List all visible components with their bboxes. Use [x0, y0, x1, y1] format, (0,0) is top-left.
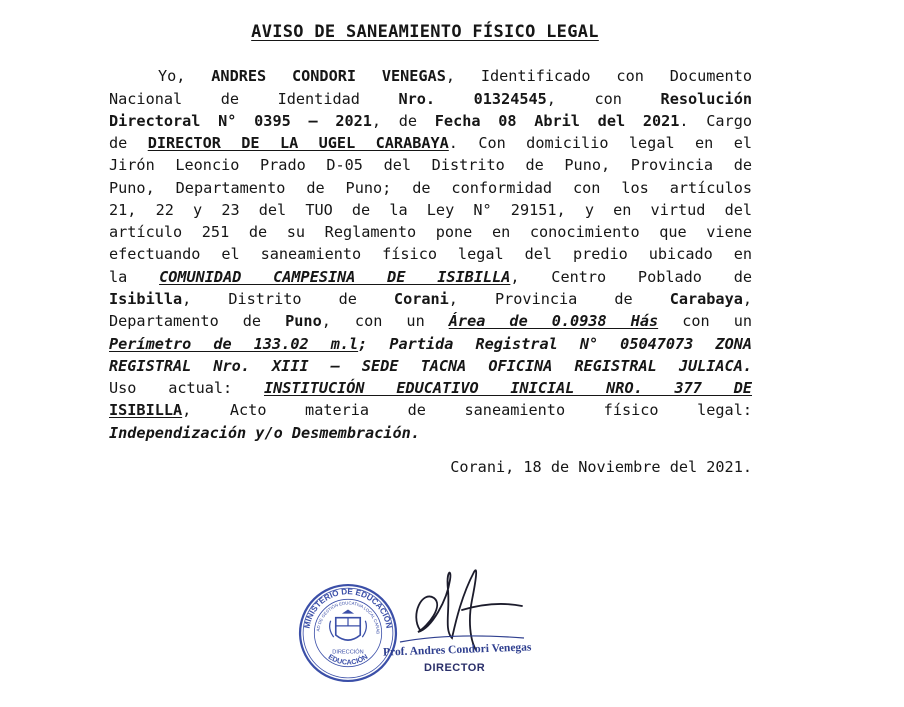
community-name: COMUNIDAD CAMPESINA DE ISIBILLA [159, 268, 511, 286]
text: , Acto materia de saneamiento físico legal: [182, 401, 752, 419]
text: . Con domicilio legal en el [448, 134, 752, 152]
resolution-date: Fecha 08 Abril del 2021 [434, 112, 680, 130]
body-line-13 [109, 333, 752, 355]
body-line-1 [158, 65, 752, 87]
district-name: Corani [393, 290, 449, 308]
text: Departamento de [109, 312, 286, 330]
stamp-text-top: MINISTERIO DE EDUCACIÓN [302, 587, 394, 630]
stamp-text-inner: AD DE GESTIÓN EDUCATIVA LOCAL CARAB [315, 600, 381, 635]
body-line-16 [109, 399, 752, 421]
stamp-text-bottom: EDUCACIÓN [326, 652, 370, 667]
declarant-name: ANDRES CONDORI VENEGAS [211, 67, 446, 85]
institution-place: ISIBILLA [109, 401, 183, 419]
body-line-11 [109, 288, 752, 310]
province-name: Carabaya [669, 290, 743, 308]
text: Yo, [158, 67, 212, 85]
text: , Identificado con Documento [445, 67, 752, 85]
text: , [742, 290, 752, 308]
coat-of-arms-icon [330, 610, 367, 641]
stamp-text-center: DIRECCIÓN [332, 649, 364, 656]
current-use: INSTITUCIÓN EDUCATIVO INICIAL NRO. 377 DE [263, 379, 752, 397]
body-line-14: REGISTRAL Nro. XIII – SEDE TACNA OFICINA REGISTRAL JULIACA. [109, 357, 752, 375]
registry-entry: ; Partida Registral N° 05047073 ZONA [358, 335, 752, 353]
area-value: Área de 0.0938 Hás [448, 312, 659, 330]
text: Nacional de Identidad [109, 90, 399, 108]
document-number: Nro. 01324545 [398, 90, 547, 108]
perimeter-value: Perímetro de 133.02 m.l [109, 335, 359, 353]
body-line-8: artículo 251 de su Reglamento pone en conocimiento que viene [109, 223, 752, 241]
body-line-17: Independización y/o Desmembración. [109, 424, 420, 442]
notice-title-text: AVISO DE SANEAMIENTO FÍSICO LEGAL [251, 22, 599, 42]
resolution-label: Resolución [660, 90, 752, 108]
text: , Provincia de [448, 290, 670, 308]
text: , Distrito de [182, 290, 394, 308]
text: la [109, 268, 160, 286]
text: con un [658, 312, 752, 330]
signatory-role: DIRECTOR [424, 662, 486, 674]
text: de [109, 134, 148, 152]
department-name: Puno [285, 312, 322, 330]
village-name: Isibilla [109, 290, 183, 308]
body-line-9: efectuando el saneamiento físico legal del predio ubicado en [109, 245, 752, 263]
place-and-date: Corani, 18 de Noviembre del 2021. [450, 458, 752, 476]
text: , con un [321, 312, 449, 330]
text: , de [371, 112, 435, 130]
body-line-6: Puno, Departamento de Puno; de conformidad con los artículos [109, 179, 752, 197]
text: Uso actual: [109, 379, 264, 397]
body-line-2 [109, 88, 752, 110]
body-line-3 [109, 110, 752, 132]
official-stamp [297, 582, 399, 684]
text: , con [546, 90, 661, 108]
text: , Centro Poblado de [510, 268, 752, 286]
body-line-15 [109, 377, 752, 399]
resolution-number: Directoral N° 0395 – 2021 [109, 112, 372, 130]
signatory-name: Prof. Andres Condori Venegas [382, 641, 532, 659]
body-line-7: 21, 22 y 23 del TUO de la Ley N° 29151, y en virtud del [109, 201, 752, 219]
body-line-12 [109, 310, 752, 332]
notice-title [0, 22, 850, 42]
body-line-10 [109, 266, 752, 288]
body-line-5: Jirón Leoncio Prado D-05 del Distrito de Puno, Provincia de [109, 156, 752, 174]
text: . Cargo [679, 112, 752, 130]
body-line-4 [109, 132, 752, 154]
position-title: DIRECTOR DE LA UGEL CARABAYA [147, 134, 449, 152]
